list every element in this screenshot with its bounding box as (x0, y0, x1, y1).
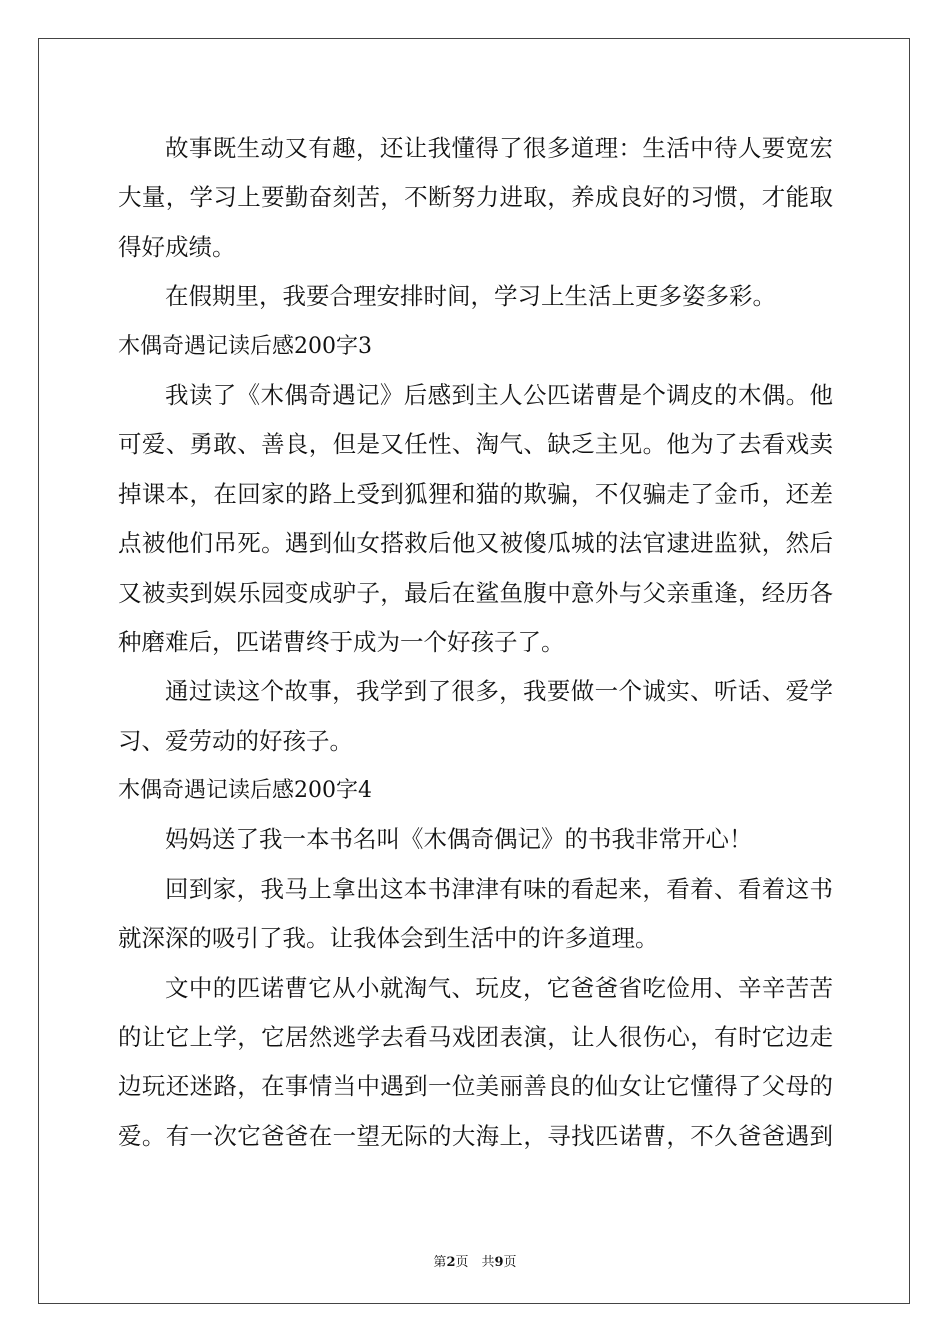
document-body (118, 124, 833, 1161)
text-line: 爱。有一次它爸爸在一望无际的大海上，寻找匹诺曹，不久爸爸遇到 (118, 1121, 833, 1150)
text-line: 种磨难后，匹诺曹终于成为一个好孩子了。 (118, 627, 565, 656)
footer-total-pages: 9 (494, 1255, 504, 1270)
text-line: 习、爱劳动的好孩子。 (118, 726, 353, 755)
text-line: 点被他们吊死。遇到仙女搭救后他又被傻瓜城的法官逮进监狱，然后 (118, 529, 833, 558)
text-line: 又被卖到娱乐园变成驴子，最后在鲨鱼腹中意外与父亲重逢，经历各 (118, 578, 833, 607)
footer-prefix: 第 (433, 1255, 447, 1270)
text-line: 故事既生动又有趣，还让我懂得了很多道理：生活中待人要宽宏 (165, 134, 833, 162)
footer-current-page: 2 (446, 1255, 456, 1270)
footer-mid: 页 共 (455, 1255, 495, 1270)
text-line: 妈妈送了我一本书名叫《木偶奇偶记》的书我非常开心！ (165, 825, 753, 854)
text-line: 掉课本，在回家的路上受到狐狸和猫的欺骗，不仅骗走了金币，还差 (118, 479, 833, 508)
text-line: 回到家，我马上拿出这本书津津有味的看起来，看着、看着这书 (165, 874, 833, 903)
text-line: 大量，学习上要勤奋刻苦，不断努力进取，养成良好的习惯，才能取 (118, 183, 833, 212)
page-footer (0, 1251, 950, 1270)
text-line: 得好成绩。 (118, 232, 236, 261)
text-line: 我读了《木偶奇遇记》后感到主人公匹诺曹是个调皮的木偶。他 (165, 380, 833, 409)
text-line: 的让它上学，它居然逃学去看马戏团表演，让人很伤心，有时它边走 (118, 1023, 833, 1052)
text-line: 在假期里，我要合理安排时间，学习上生活上更多姿多彩。 (165, 282, 776, 311)
text-line: 通过读这个故事，我学到了很多，我要做一个诚实、听话、爱学 (165, 677, 833, 706)
section-heading: 木偶奇遇记读后感200字3 (118, 333, 372, 359)
text-line: 可爱、勇敢、善良，但是又任性、淘气、缺乏主见。他为了去看戏卖 (118, 430, 833, 459)
text-line: 文中的匹诺曹它从小就淘气、玩皮，它爸爸省吃俭用、辛辛苦苦 (165, 973, 833, 1002)
section-heading: 木偶奇遇记读后感200字4 (118, 778, 372, 804)
text-line: 边玩还迷路，在事情当中遇到一位美丽善良的仙女让它懂得了父母的 (118, 1072, 833, 1101)
text-line: 就深深的吸引了我。让我体会到生活中的许多道理。 (118, 924, 659, 953)
footer-suffix: 页 (503, 1255, 517, 1270)
